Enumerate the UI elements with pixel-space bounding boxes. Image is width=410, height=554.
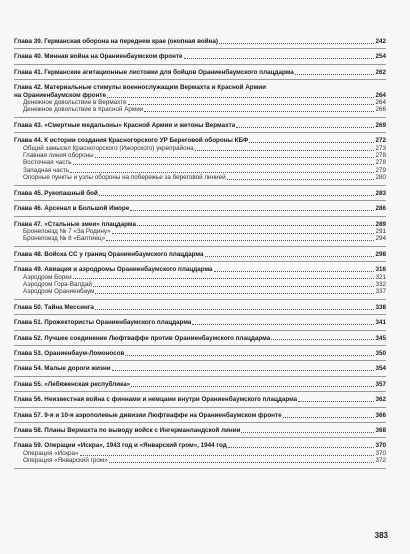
toc-section-row-page: 264: [375, 99, 386, 107]
toc-chapter-row-title: Глава 45. Рукопашный бой: [14, 189, 98, 197]
dot-leader: [219, 43, 374, 44]
toc-section-row: [14, 167, 386, 174]
toc-section-row-page: 280: [375, 174, 386, 182]
dot-leader: [205, 256, 375, 257]
toc-chapter-row: [14, 350, 386, 357]
divider: [14, 422, 386, 423]
toc-chapter-row-page: 254: [375, 53, 386, 61]
dot-leader: [73, 278, 375, 279]
toc-section-row-page: 273: [375, 144, 386, 152]
toc-chapter-row-page: 341: [375, 319, 386, 327]
toc-chapter-row: [14, 92, 386, 99]
toc-chapter: [14, 365, 386, 376]
dot-leader: [144, 111, 374, 112]
toc-section-row-title: Общий замысел Красногорского (Ижорского) укрепрайона: [23, 144, 194, 152]
toc-section-row-title: Главная линия обороны: [23, 152, 94, 160]
toc-section-row: [14, 152, 386, 159]
toc-chapter-row-page: 368: [375, 427, 386, 434]
toc-chapter: [14, 137, 386, 185]
dot-leader: [295, 74, 375, 75]
toc-chapter: [14, 84, 386, 118]
toc-chapter: [14, 53, 386, 64]
divider: [14, 437, 386, 438]
toc-chapter-row: [14, 381, 386, 388]
divider: [14, 345, 386, 346]
toc-chapter-row-title: Глава 40. Минная война на Ораниенбаумском фронте: [14, 53, 183, 61]
toc-chapter-row-page: 272: [375, 137, 386, 145]
toc-section-row: [14, 457, 386, 464]
toc-chapter: [14, 38, 386, 49]
toc-section-row-title: Денежное довольствие в Красной Армии: [23, 106, 144, 114]
toc-section-row-title: Аэродром Гора-Валдай: [23, 280, 92, 288]
toc-chapter-row-page: 264: [375, 91, 386, 99]
dot-leader: [80, 455, 375, 456]
toc-chapter-row-title: Глава 46. Арсенал в Большой Ижоре: [14, 205, 130, 213]
toc-chapter-row-title: Глава 39. Германская оборона на переднем крае (окопная война): [14, 38, 218, 45]
toc-chapter-row-title: Глава 52. Лучшее соединение Люфтваффе против Ораниенбаумского плацдарма: [14, 334, 271, 342]
toc-chapter-row-title: Глава 50. Тайна Мессинга: [14, 303, 94, 311]
toc-chapter-row: [14, 427, 386, 434]
dot-leader: [184, 58, 375, 59]
dot-leader: [195, 150, 375, 151]
toc-chapter-row-title: Глава 58. Планы Вермахта по выводу войск с Ингерманландской линии: [14, 427, 241, 434]
toc-chapter-row-title: Глава 51. Прожектористы Ораниенбаумского плацдарма: [14, 319, 192, 327]
toc-chapter: [14, 304, 386, 315]
dot-leader: [70, 172, 374, 173]
toc-chapter: [14, 122, 386, 133]
toc-section-row-page: 321: [375, 273, 386, 281]
toc-section-row-title: Бронепоезд № 7 «За Родину»: [23, 227, 111, 235]
dot-leader: [131, 386, 374, 387]
dot-leader: [249, 142, 374, 143]
page-number: 383: [374, 531, 388, 540]
toc-section-row: [14, 145, 386, 152]
toc-section-row-title: Бронепоезд № 8 «Балтиец»: [23, 235, 106, 243]
toc-section-row-title: Операция «Искра»: [23, 449, 79, 457]
dot-leader: [125, 355, 374, 356]
divider: [14, 132, 386, 133]
toc-section-row: [14, 159, 386, 166]
toc-chapter-row-page: 366: [375, 411, 386, 419]
dot-leader: [95, 309, 375, 310]
dot-leader: [130, 210, 374, 211]
toc-chapter-row: [14, 396, 386, 403]
toc-chapter: [14, 442, 386, 468]
toc-chapter-row-page: 345: [375, 334, 386, 342]
dot-leader: [93, 286, 375, 287]
toc-chapter-row-title: Глава 48. Войска СС у границ Ораниенбаумского плацдарма: [14, 250, 204, 258]
toc-chapter-row-title: Глава 57. 9-я и 10-я аэрополевые дивизии Люфтваффе на Ораниенбаумском фронте: [14, 411, 282, 419]
toc-section-row-page: 337: [375, 288, 386, 296]
toc-section-row-title: Западная часть: [23, 166, 70, 174]
toc-chapter-row: [14, 137, 386, 144]
dot-leader: [192, 324, 374, 325]
toc-section-row: [14, 106, 386, 113]
toc-chapter-row: [14, 442, 386, 449]
dot-leader: [128, 104, 375, 105]
toc-chapter: [14, 319, 386, 330]
table-of-contents: [14, 38, 386, 473]
dot-leader: [298, 401, 374, 402]
toc-chapter: [14, 69, 386, 80]
toc-chapter: [14, 335, 386, 346]
toc-chapter-row: [14, 304, 386, 311]
toc-chapter-row-page: 338: [375, 303, 386, 311]
toc-chapter: [14, 251, 386, 262]
divider: [14, 261, 386, 262]
toc-chapter-row-page: 286: [375, 205, 386, 213]
dot-leader: [227, 179, 375, 180]
toc-section-row-title: Денежное довольствие в Вермахте: [23, 99, 127, 107]
toc-chapter-row-title: Глава 49. Авиация и аэродромы Ораниенбаумского плацдарма: [14, 266, 213, 274]
toc-chapter-row: [14, 251, 386, 258]
toc-chapter-row-title: Глава 54. Малые дороги жизни: [14, 365, 111, 373]
divider: [14, 48, 386, 49]
toc-chapter: [14, 350, 386, 361]
dot-leader: [107, 97, 374, 98]
toc-section-row-title: Восточная часть: [23, 159, 72, 167]
toc-chapter-row-page: 354: [375, 365, 386, 373]
toc-section-row-title: Аэродром Ораниенбаум: [23, 288, 95, 296]
toc-section-row-page: 266: [375, 106, 386, 114]
divider: [14, 468, 386, 469]
toc-chapter-row: [14, 221, 386, 228]
toc-chapter-row: [14, 38, 386, 45]
divider: [14, 246, 386, 247]
toc-chapter-row: [14, 319, 386, 326]
toc-section-row-title: Аэродром Борки: [23, 273, 72, 281]
toc-chapter-row: [14, 53, 386, 60]
toc-chapter-row-title: Глава 56. Неизвестная война с финнами и немцами внутри Ораниенбаумского плацдарма: [14, 396, 298, 404]
toc-chapter-row-title: Глава 47. «Стальные змеи» плацдарма: [14, 220, 137, 228]
toc-section-row: [14, 228, 386, 235]
divider: [14, 376, 386, 377]
toc-chapter: [14, 381, 386, 392]
divider: [14, 299, 386, 300]
divider: [14, 391, 386, 392]
toc-chapter-row-page: 283: [375, 189, 386, 197]
toc-section-row-page: 294: [375, 235, 386, 243]
divider: [14, 185, 386, 186]
toc-section-row-page: 370: [375, 449, 386, 457]
toc-chapter: [14, 221, 386, 247]
toc-section-row: [14, 450, 386, 457]
toc-section-row-page: 278: [375, 159, 386, 167]
divider: [14, 64, 386, 65]
toc-chapter-row-title: Глава 55. «Лебяженская республика»: [14, 380, 131, 388]
toc-section-row-title: Опорные пункты и узлы обороны на побережье за береговой линией: [23, 174, 226, 182]
toc-section-row: [14, 235, 386, 242]
dot-leader: [271, 339, 374, 340]
dot-leader: [241, 432, 374, 433]
toc-chapter-row-page: 357: [375, 380, 386, 388]
toc-chapter-row-title: Глава 43. «Смертные медальоны» Красной Армии и жетоны Вермахта: [14, 121, 236, 129]
toc-section-row: [14, 99, 386, 106]
toc-chapter-row-page: 242: [375, 38, 386, 45]
toc-section-row-page: 291: [375, 227, 386, 235]
toc-chapter: [14, 427, 386, 438]
toc-chapter-row-title: Глава 53. Ораниенбаум-Ломоносов: [14, 349, 125, 357]
dot-leader: [99, 195, 375, 196]
toc-chapter: [14, 190, 386, 201]
divider: [14, 314, 386, 315]
toc-chapter-row-page: 350: [375, 349, 386, 357]
toc-chapter-row: [14, 412, 386, 419]
toc-chapter-row: [14, 335, 386, 342]
toc-section-row: [14, 274, 386, 281]
toc-chapter-row-page: 362: [375, 396, 386, 404]
toc-section-row: [14, 174, 386, 181]
toc-chapter: [14, 266, 386, 300]
toc-chapter: [14, 205, 386, 216]
toc-chapter-row: [14, 69, 386, 76]
dot-leader: [228, 447, 375, 448]
toc-chapter-row: [14, 365, 386, 372]
dot-leader: [137, 225, 374, 226]
toc-chapter-row-page: 262: [375, 68, 386, 76]
dot-leader: [73, 164, 375, 165]
toc-section-row-page: 332: [375, 280, 386, 288]
toc-chapter-row-page: 289: [375, 220, 386, 228]
toc-chapter-title: Глава 42. Материальные стимулы военнослужащим Вермахта и Красной Армии: [14, 84, 266, 92]
divider: [14, 407, 386, 408]
dot-leader: [109, 462, 375, 463]
toc-chapter-row-title: на Ораниенбаумском фронте: [14, 91, 106, 99]
dot-leader: [95, 157, 375, 158]
divider: [14, 330, 386, 331]
toc-section-row-page: 372: [375, 457, 386, 465]
toc-chapter-row: [14, 122, 386, 129]
toc-chapter: [14, 412, 386, 423]
toc-chapter-row-title: Глава 59. Операции «Искра», 1943 год и «Январский гром», 1944 год: [14, 442, 227, 450]
toc-section-row-title: Операция «Январский гром»: [23, 457, 108, 465]
toc-section-row: [14, 281, 386, 288]
toc-section-row: [14, 288, 386, 295]
dot-leader: [112, 233, 375, 234]
toc-chapter-row: [14, 205, 386, 212]
divider: [14, 360, 386, 361]
divider: [14, 117, 386, 118]
toc-chapter-row-page: 269: [375, 121, 386, 129]
toc-chapter-row-page: 298: [375, 250, 386, 258]
dot-leader: [214, 271, 375, 272]
dot-leader: [106, 240, 374, 241]
divider: [14, 79, 386, 80]
divider: [14, 216, 386, 217]
toc-section-row-page: 279: [375, 166, 386, 174]
divider: [14, 200, 386, 201]
toc-chapter-row-page: 316: [375, 266, 386, 274]
dot-leader: [95, 293, 374, 294]
toc-chapter: [14, 396, 386, 407]
toc-section-row-page: 278: [375, 152, 386, 160]
toc-chapter-row: [14, 266, 386, 273]
toc-chapter-row-page: 370: [375, 442, 386, 450]
dot-leader: [112, 370, 375, 371]
dot-leader: [236, 127, 374, 128]
dot-leader: [283, 417, 375, 418]
toc-chapter-row-title: Глава 41. Германские агитационные листовки для бойцов Ораниенбаумского плацдарма: [14, 68, 294, 76]
toc-chapter-row: [14, 190, 386, 197]
toc-chapter-row-title: Глава 44. К истории создания Красногорского УР Береговой обороны КБФ: [14, 137, 249, 145]
